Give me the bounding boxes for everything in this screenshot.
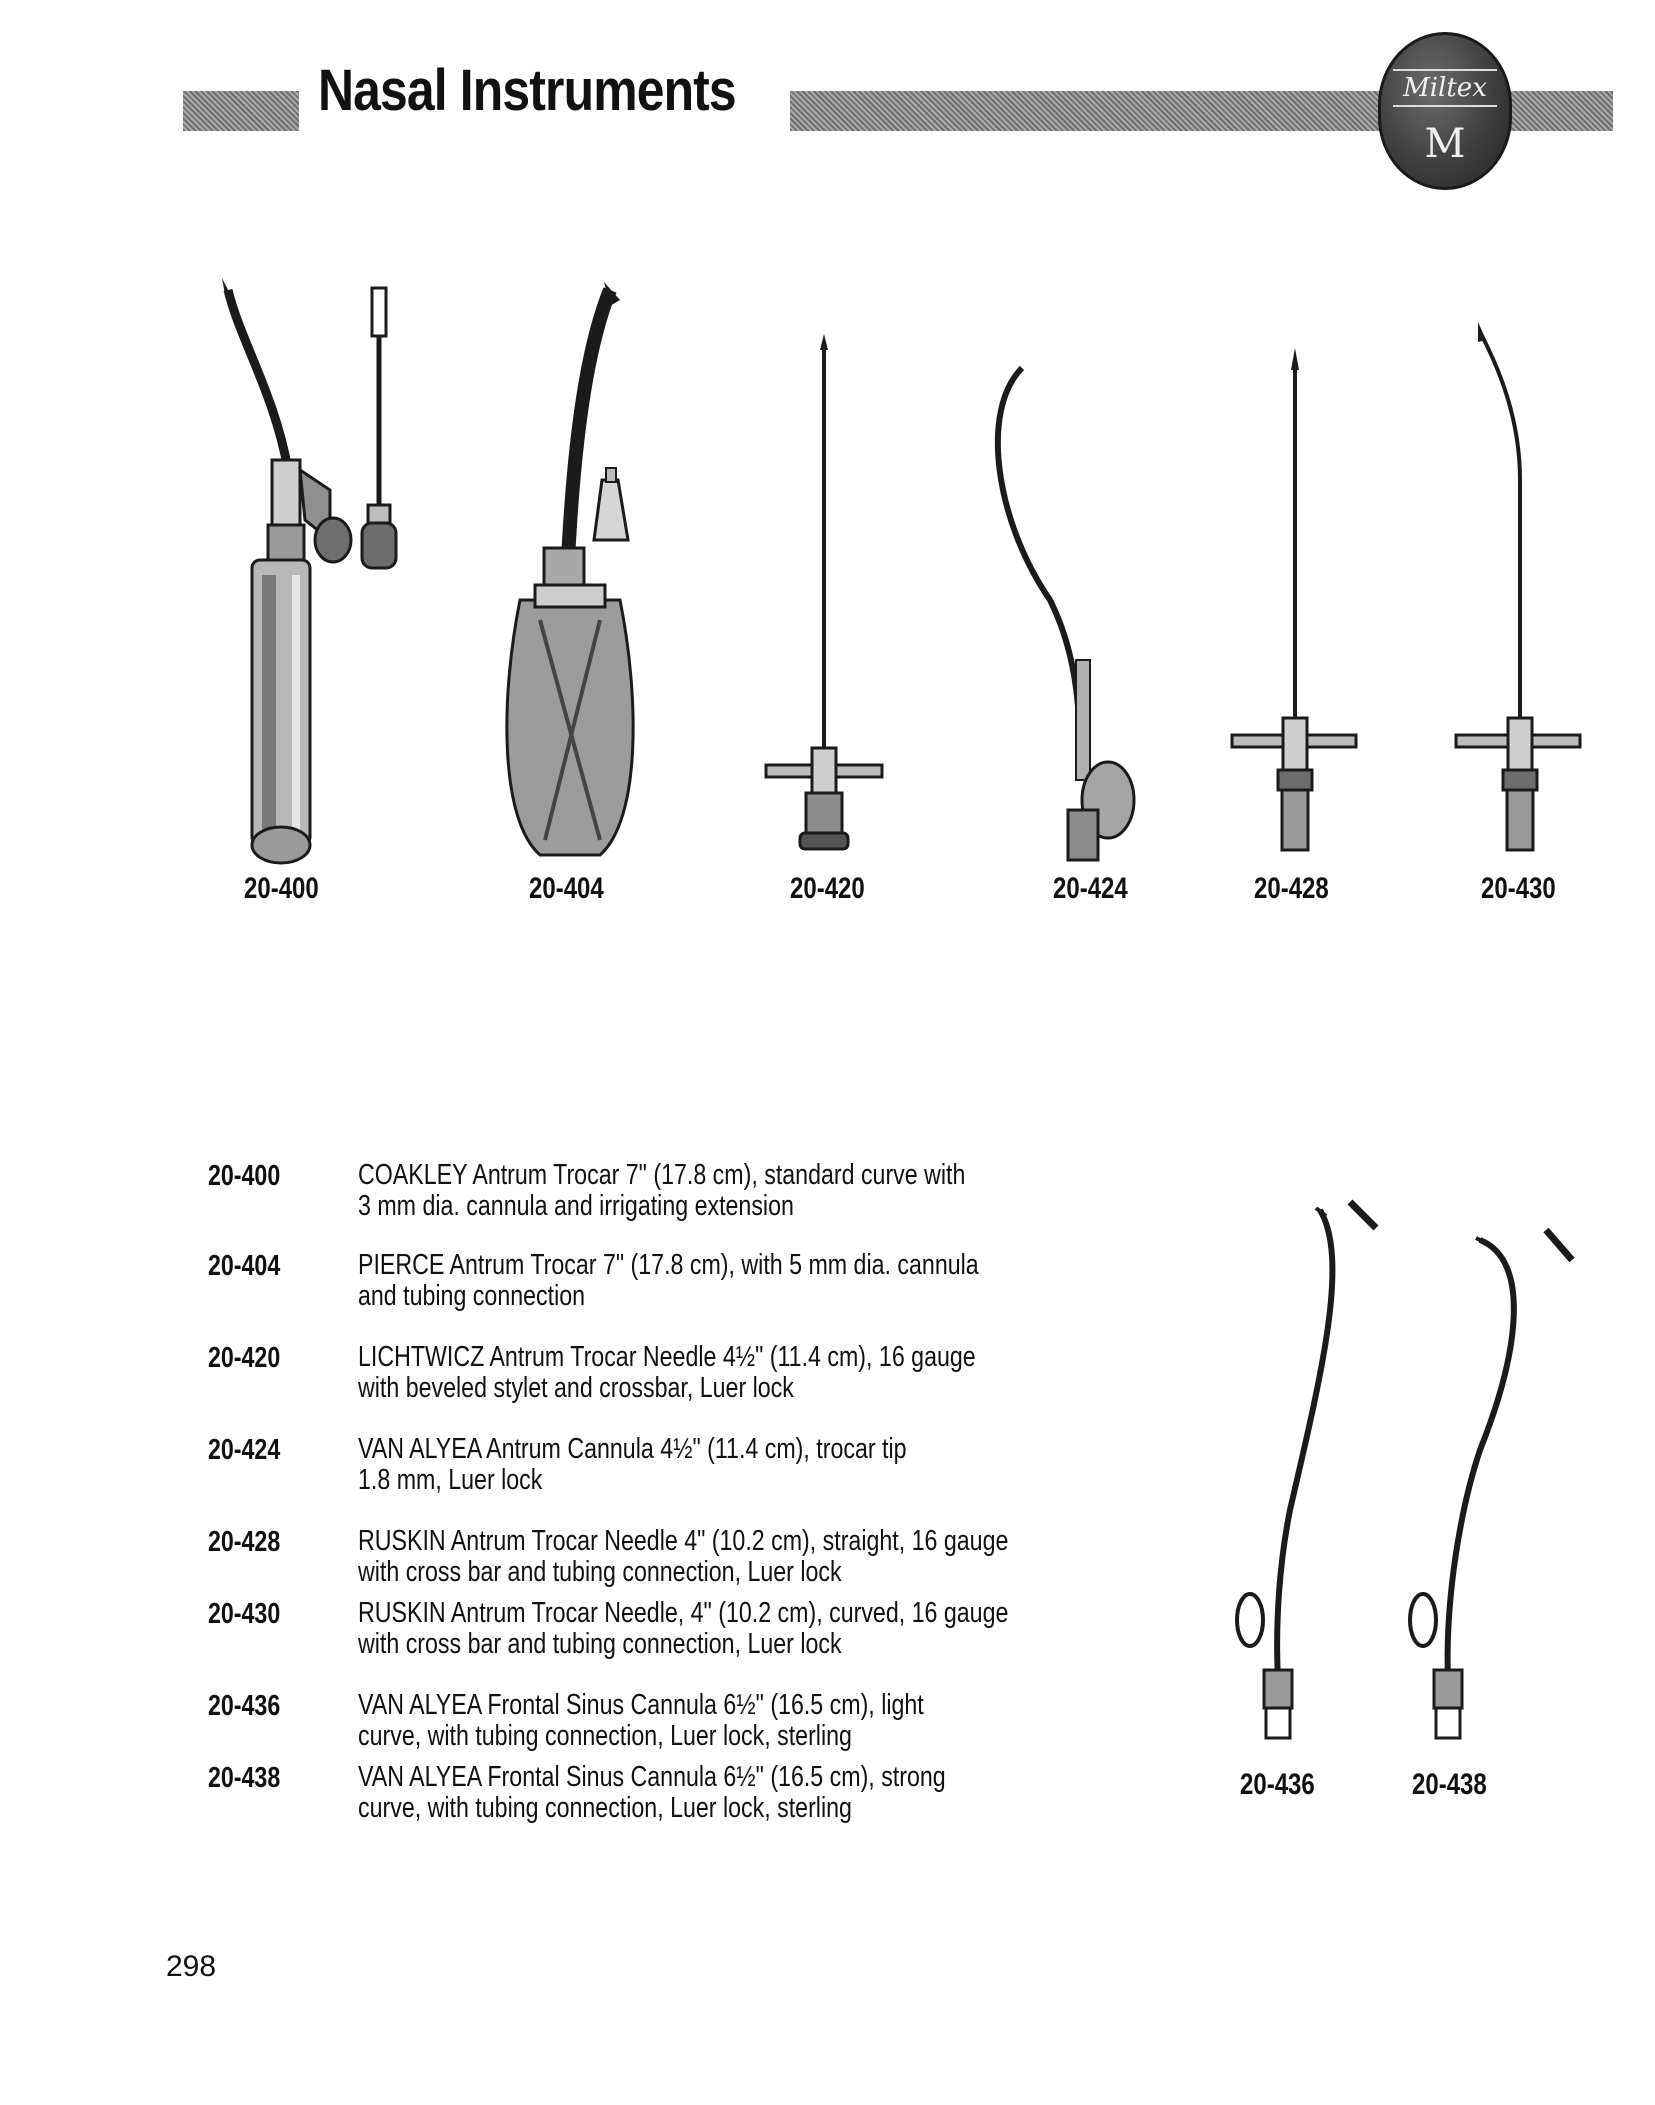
catalog-description: RUSKIN Antrum Trocar Needle 4" (10.2 cm), straight, 16 gauge with cross bar and tubing connection, Luer lock <box>358 1525 1009 1588</box>
catalog-description: COAKLEY Antrum Trocar 7" (17.8 cm), standard curve with 3 mm dia. cannula and irrigating extension <box>358 1159 966 1222</box>
lichtwicz-needle-drawing <box>766 334 882 849</box>
figure-label-20-438: 20-438 <box>1412 1768 1487 1801</box>
figure-label-20-424: 20-424 <box>1053 872 1128 905</box>
catalog-number: 20-438 <box>208 1762 281 1794</box>
catalog-number: 20-404 <box>208 1250 281 1282</box>
van-alyea-cannula-drawing <box>998 368 1134 860</box>
catalog-number: 20-400 <box>208 1160 281 1192</box>
ruskin-straight-needle-drawing <box>1232 348 1356 850</box>
logo-script-text: Miltex <box>1393 69 1497 107</box>
frontal-sinus-cannula-strong-drawing <box>1410 1230 1572 1738</box>
catalog-description: RUSKIN Antrum Trocar Needle, 4" (10.2 cm), curved, 16 gauge with cross bar and tubing connection, Luer lock <box>358 1597 1009 1660</box>
catalog-description: LICHTWICZ Antrum Trocar Needle 4½" (11.4 cm), 16 gauge with beveled stylet and crossbar, Luer lock <box>358 1341 976 1404</box>
catalog-number: 20-430 <box>208 1598 281 1630</box>
logo-monogram: M <box>1424 121 1466 167</box>
figure-label-20-436: 20-436 <box>1240 1768 1315 1801</box>
pierce-trocar-drawing <box>507 282 633 855</box>
catalog-number: 20-436 <box>208 1690 281 1722</box>
instrument-illustrations-top <box>0 0 1655 920</box>
ruskin-curved-needle-drawing <box>1456 322 1580 850</box>
figure-label-20-400: 20-400 <box>244 872 319 905</box>
catalog-number: 20-428 <box>208 1526 281 1558</box>
figure-label-20-430: 20-430 <box>1481 872 1556 905</box>
catalog-description: PIERCE Antrum Trocar 7" (17.8 cm), with 5 mm dia. cannula and tubing connection <box>358 1249 979 1312</box>
catalog-number: 20-420 <box>208 1342 281 1374</box>
figure-label-20-404: 20-404 <box>529 872 604 905</box>
figure-label-20-420: 20-420 <box>790 872 865 905</box>
catalog-description: VAN ALYEA Frontal Sinus Cannula 6½" (16.5 cm), strong curve, with tubing connection, Luer lock, sterling <box>358 1761 946 1824</box>
page-number: 298 <box>166 1950 217 1983</box>
page-title: Nasal Instruments <box>318 58 736 123</box>
catalog-description: VAN ALYEA Frontal Sinus Cannula 6½" (16.5 cm), light curve, with tubing connection, Luer lock, sterling <box>358 1689 924 1752</box>
figure-label-20-428: 20-428 <box>1254 872 1329 905</box>
catalog-number: 20-424 <box>208 1434 281 1466</box>
coakley-trocar-drawing <box>222 278 396 863</box>
instrument-illustrations-side <box>1200 1180 1620 1770</box>
frontal-sinus-cannula-light-drawing <box>1237 1202 1376 1738</box>
catalog-description: VAN ALYEA Antrum Cannula 4½" (11.4 cm), trocar tip 1.8 mm, Luer lock <box>358 1433 907 1496</box>
